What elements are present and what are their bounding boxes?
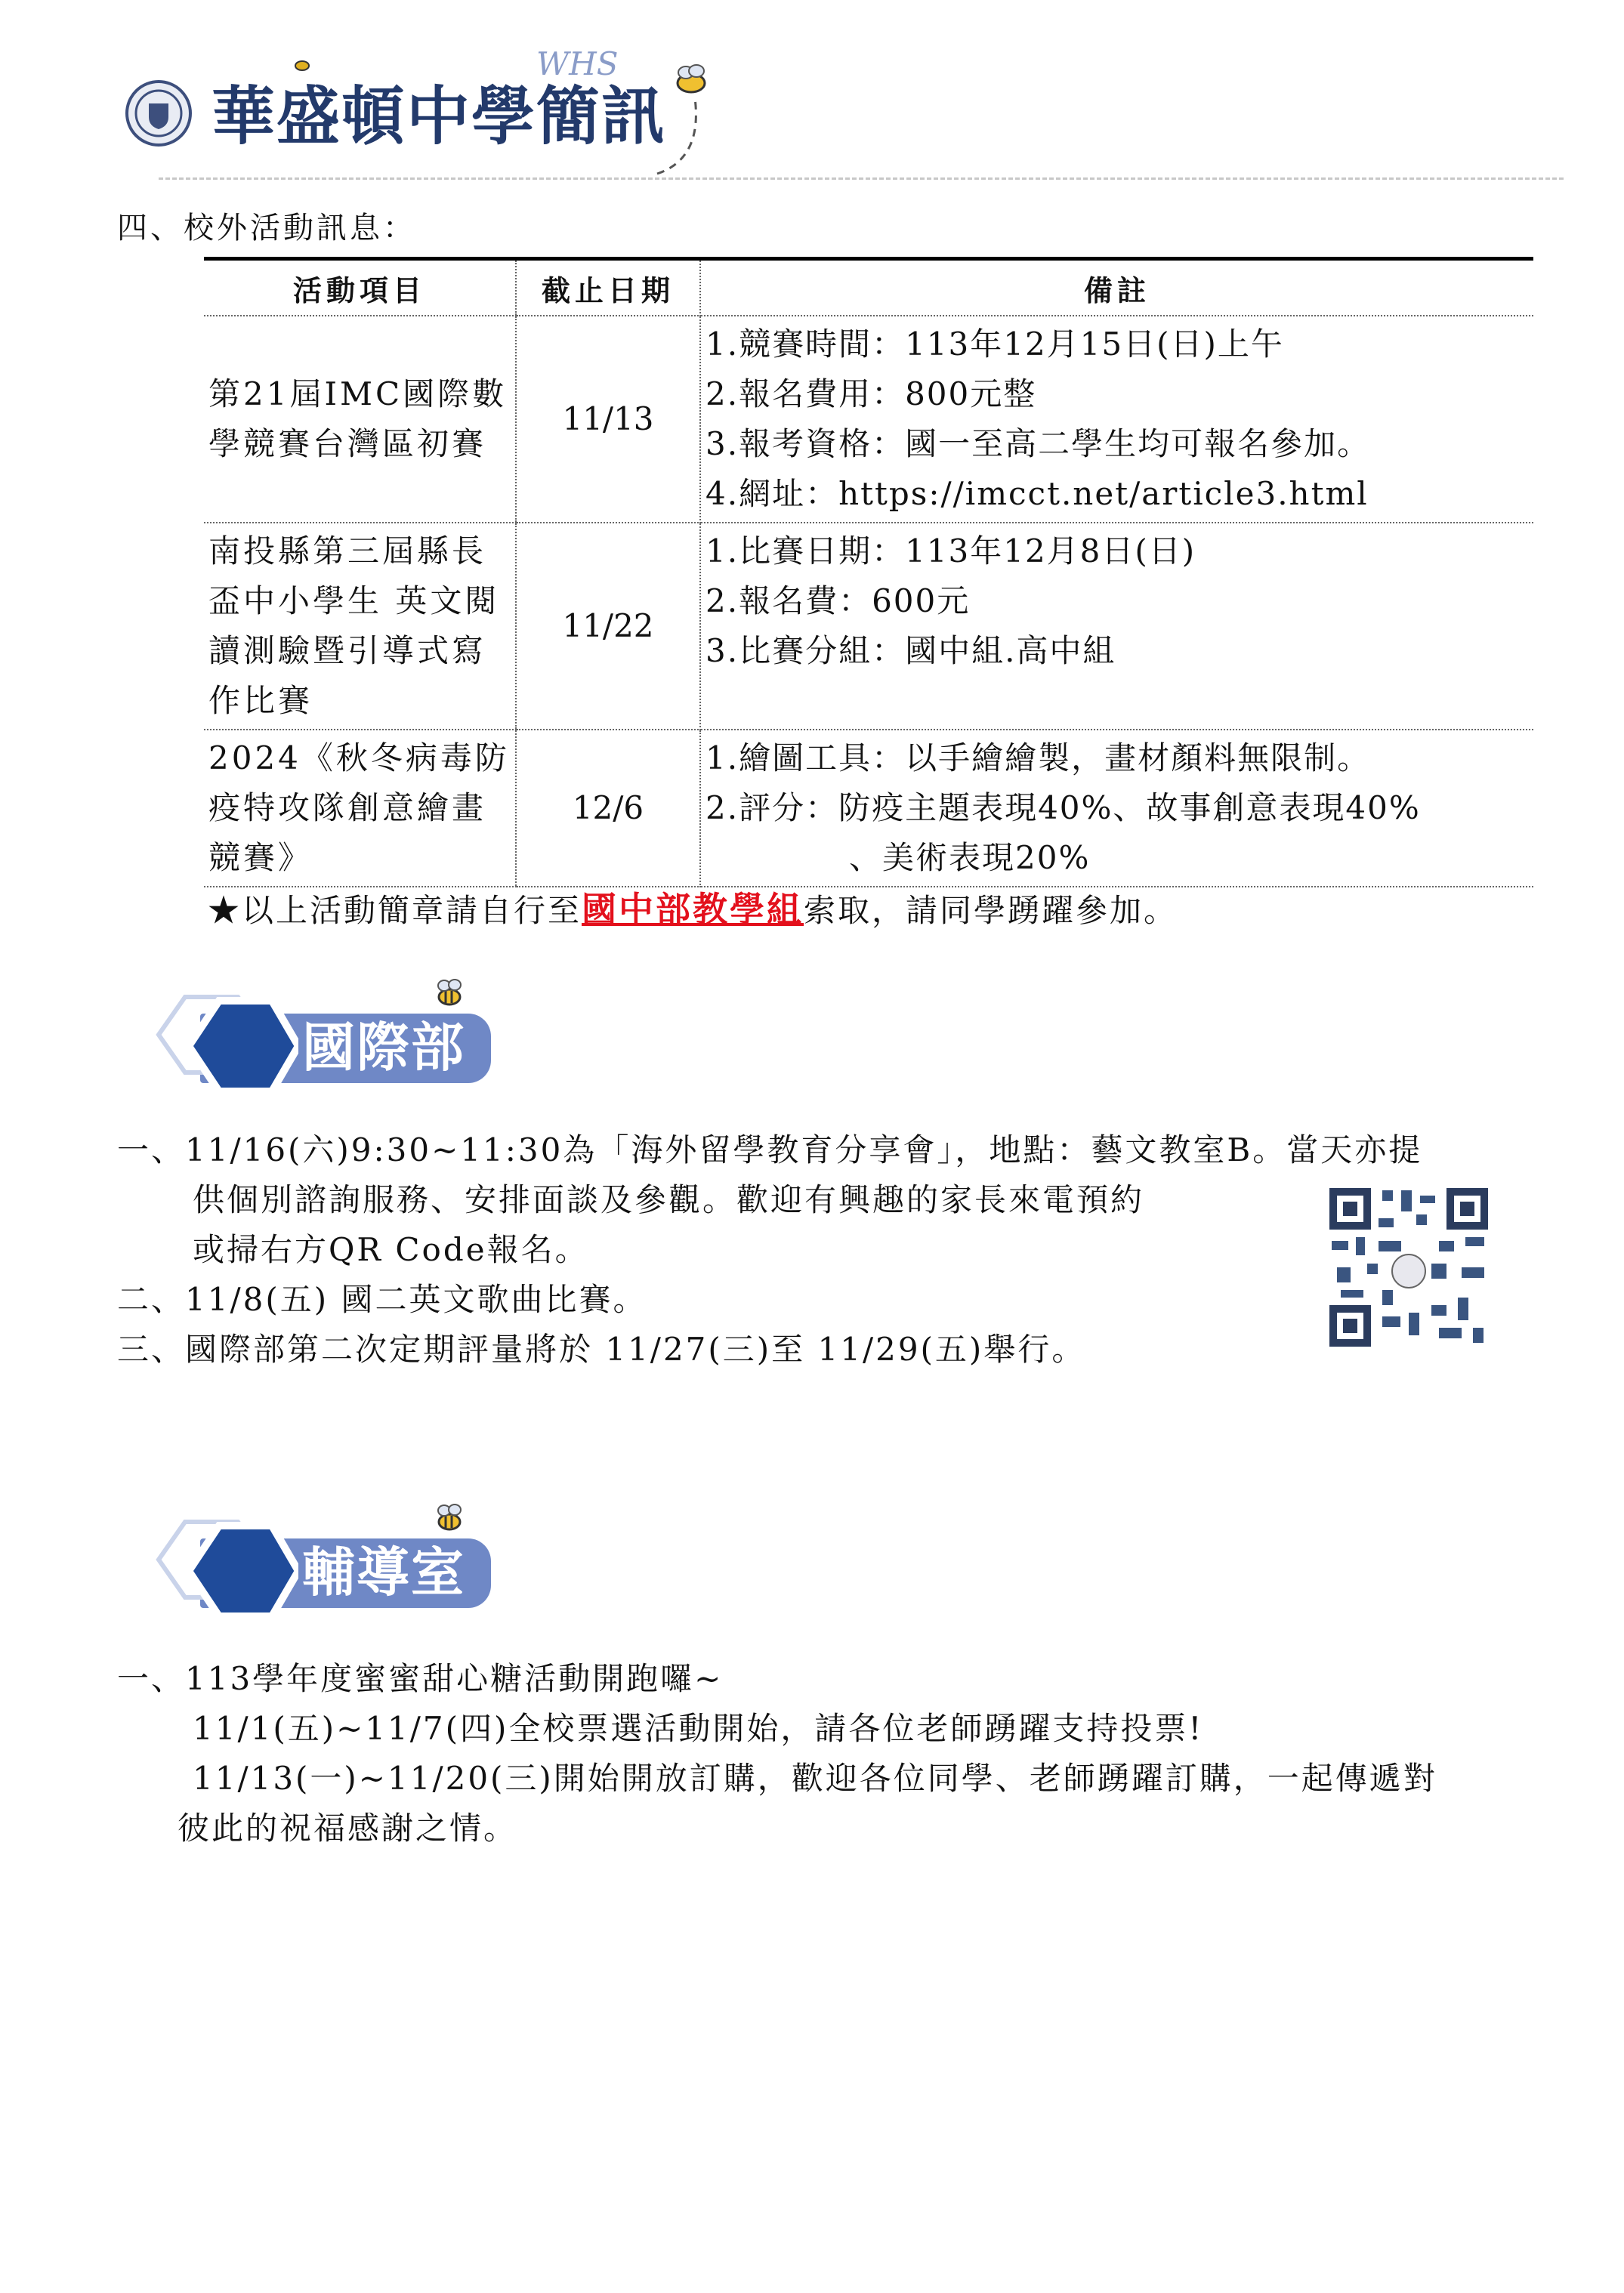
counsel-item-1-line3: 11/13(一)~11/20(三)開始開放訂購，歡迎各位同學、老師踴躍訂購，一起傳遞對 xyxy=(193,1760,1437,1797)
counsel-item-1: 一、113學年度蜜蜜甜心糖活動開跑囉~ xyxy=(117,1660,724,1697)
event-name: 2024《秋冬病毒防 疫特攻隊創意繪畫 競賽》 xyxy=(204,730,516,887)
event-notes: 1.競賽時間：113年12月15日(日)上午 2.報名費用：800元整 3.報考資格：國一至高二學生均可報名參加。 4.網址：https://imcct.net/article3.html xyxy=(700,316,1533,523)
whs-logo-text: WHS xyxy=(536,45,619,82)
bee-trail-icon xyxy=(634,53,725,181)
intl-item-1: 一、11/16(六)9:30~11:30為「海外留學教育分享會」，地點：藝文教室B。當天亦提 xyxy=(117,1131,1423,1168)
event-deadline: 11/22 xyxy=(516,523,700,730)
counseling-banner xyxy=(117,1499,495,1628)
column-header-event: 活動項目 xyxy=(204,259,516,316)
events-table xyxy=(204,257,1533,887)
table-row xyxy=(204,316,1533,523)
column-header-deadline: 截止日期 xyxy=(516,259,700,316)
event-name: 第21屆IMC國際數 學競賽台灣區初賽 xyxy=(204,316,516,523)
bee-small-icon xyxy=(291,53,313,76)
column-header-notes: 備註 xyxy=(700,259,1533,316)
event-deadline: 12/6 xyxy=(516,730,700,887)
intl-item-1-cont: 供個別諮詢服務、安排面談及參觀。歡迎有興趣的家長來電預約 xyxy=(193,1181,1145,1218)
hexagon-icon xyxy=(147,1507,298,1635)
table-footnote: ★以上活動簡章請自行至國中部教學組索取，請同學踴躍參加。 xyxy=(208,889,1178,930)
table-row xyxy=(204,523,1533,730)
table-header-row xyxy=(204,259,1533,316)
counsel-item-1-line4: 彼此的祝福感謝之情。 xyxy=(178,1810,518,1847)
event-deadline: 11/13 xyxy=(516,316,700,523)
qr-code-icon[interactable] xyxy=(1326,1184,1492,1350)
counsel-item-1-line2: 11/1(五)~11/7(四)全校票選活動開始，請各位老師踴躍支持投票! xyxy=(193,1710,1204,1747)
table-row xyxy=(204,730,1533,887)
section-title-external-events: 四、校外活動訊息： xyxy=(117,211,416,245)
imc-website-link[interactable]: 4.網址：https://imcct.net/article3.html xyxy=(705,475,1369,512)
intl-item-3: 三、國際部第二次定期評量將於 11/27(三)至 11/29(五)舉行。 xyxy=(117,1331,1086,1368)
bee-icon xyxy=(431,1499,468,1537)
hexagon-icon xyxy=(147,982,298,1110)
international-banner-label: 國際部 xyxy=(302,1017,465,1079)
header-divider xyxy=(159,177,1564,180)
event-name: 南投縣第三屆縣長 盃中小學生 英文閱 讀測驗暨引導式寫 作比賽 xyxy=(204,523,516,730)
newsletter-header xyxy=(113,38,1511,181)
highlight-office: 國中部教學組 xyxy=(582,889,804,930)
international-banner xyxy=(117,974,495,1103)
event-notes: 1.比賽日期：113年12月8日(日) 2.報名費：600元 3.比賽分組：國中組.高中組 xyxy=(700,523,1533,730)
event-notes: 1.繪圖工具：以手繪繪製，畫材顏料無限制。 2.評分：防疫主題表現40%、故事創意表現40% 、美術表現20% xyxy=(700,730,1533,887)
intl-item-1-cont2: 或掃右方QR Code報名。 xyxy=(193,1231,589,1268)
newsletter-title: 華盛頓中學簡訊 xyxy=(211,79,667,153)
counseling-banner-label: 輔導室 xyxy=(302,1542,465,1603)
intl-item-2: 二、11/8(五) 國二英文歌曲比賽。 xyxy=(117,1281,647,1318)
bee-icon xyxy=(431,974,468,1012)
school-crest-icon xyxy=(125,79,193,147)
